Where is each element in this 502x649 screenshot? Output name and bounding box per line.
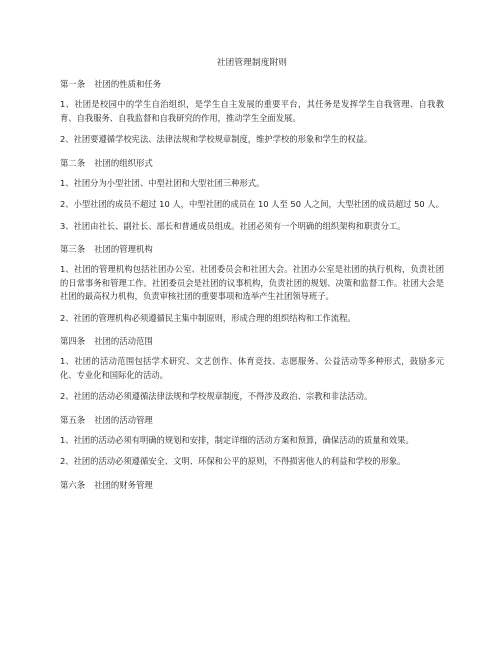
article-number: 第五条 [60,414,86,425]
paragraph: 1、社团的活动范围包括学术研究、文艺创作、体育竞技、志愿服务、公益活动等多种形式，鼓励多元化、专业化和国际化的活动。 [60,356,444,380]
section-5 [60,414,444,469]
section-2 [60,157,444,234]
paragraph: 1、社团的活动必须有明确的规划和安排，制定详细的活动方案和预算，确保活动的质量和效果。 [60,434,414,445]
section-heading [60,335,444,347]
section-heading [60,479,444,491]
article-title: 社团的管理机构 [94,244,153,254]
section-heading [60,414,444,426]
paragraph: 1、社团分为小型社团、中型社团和大型社团三种形式。 [60,177,265,188]
article-number: 第六条 [60,479,86,490]
paragraph: 1、社团的管理机构包括社团办公室、社团委员会和社团大会。社团办公室是社团的执行机构，负责社团的日常事务和管理工作。社团委员会是社团的议事机构，负责社团的规划、决策和监督工作。社团大会是社团的最高权力机构，负责审核社团的重要事项和选举产生社团领导班子。 [60,264,444,301]
section-6 [60,479,444,491]
section-heading [60,243,444,255]
section-heading [60,78,444,90]
paragraph: 2、小型社团的成员不超过 10 人，中型社团的成员在 10 人至 50 人之间，大型社团的成员超过 50 人。 [60,199,444,209]
paragraph: 1、社团是校园中的学生自治组织，是学生自主发展的重要平台，其任务是发挥学生自我管理、自我教育、自我服务、自我监督和自我研究的作用，推动学生全面发展。 [60,99,444,123]
paragraph: 2、社团的活动必须遵循安全、文明、环保和公平的原则，不得损害他人的利益和学校的形象。 [60,456,406,466]
paragraph: 2、社团的活动必须遵循法律法规和学校规章制度，不得涉及政治、宗教和非法活动。 [60,391,373,401]
section-heading [60,157,444,169]
article-number: 第三条 [60,244,86,254]
section-1 [60,78,444,147]
article-number: 第一条 [60,79,86,89]
article-title: 社团的性质和任务 [94,79,162,89]
paragraph: 2、社团的管理机构必须遵循民主集中制原则，形成合理的组织结构和工作流程。 [60,312,356,323]
document-title: 社团管理制度附则 [216,58,288,68]
paragraph: 3、社团由社长、副社长、部长和普通成员组成。社团必须有一个明确的组织架构和职责分工。 [60,220,406,231]
section-3 [60,243,444,325]
article-number: 第二条 [60,157,86,168]
article-title: 社团的组织形式 [94,157,153,168]
article-number: 第四条 [60,336,86,346]
section-4 [60,335,444,404]
article-title: 社团的活动范围 [94,336,153,346]
article-title: 社团的活动管理 [94,414,153,425]
article-title: 社团的财务管理 [94,479,153,490]
paragraph: 2、社团要遵循学校宪法、法律法规和学校规章制度，维护学校的形象和学生的权益。 [60,134,373,144]
